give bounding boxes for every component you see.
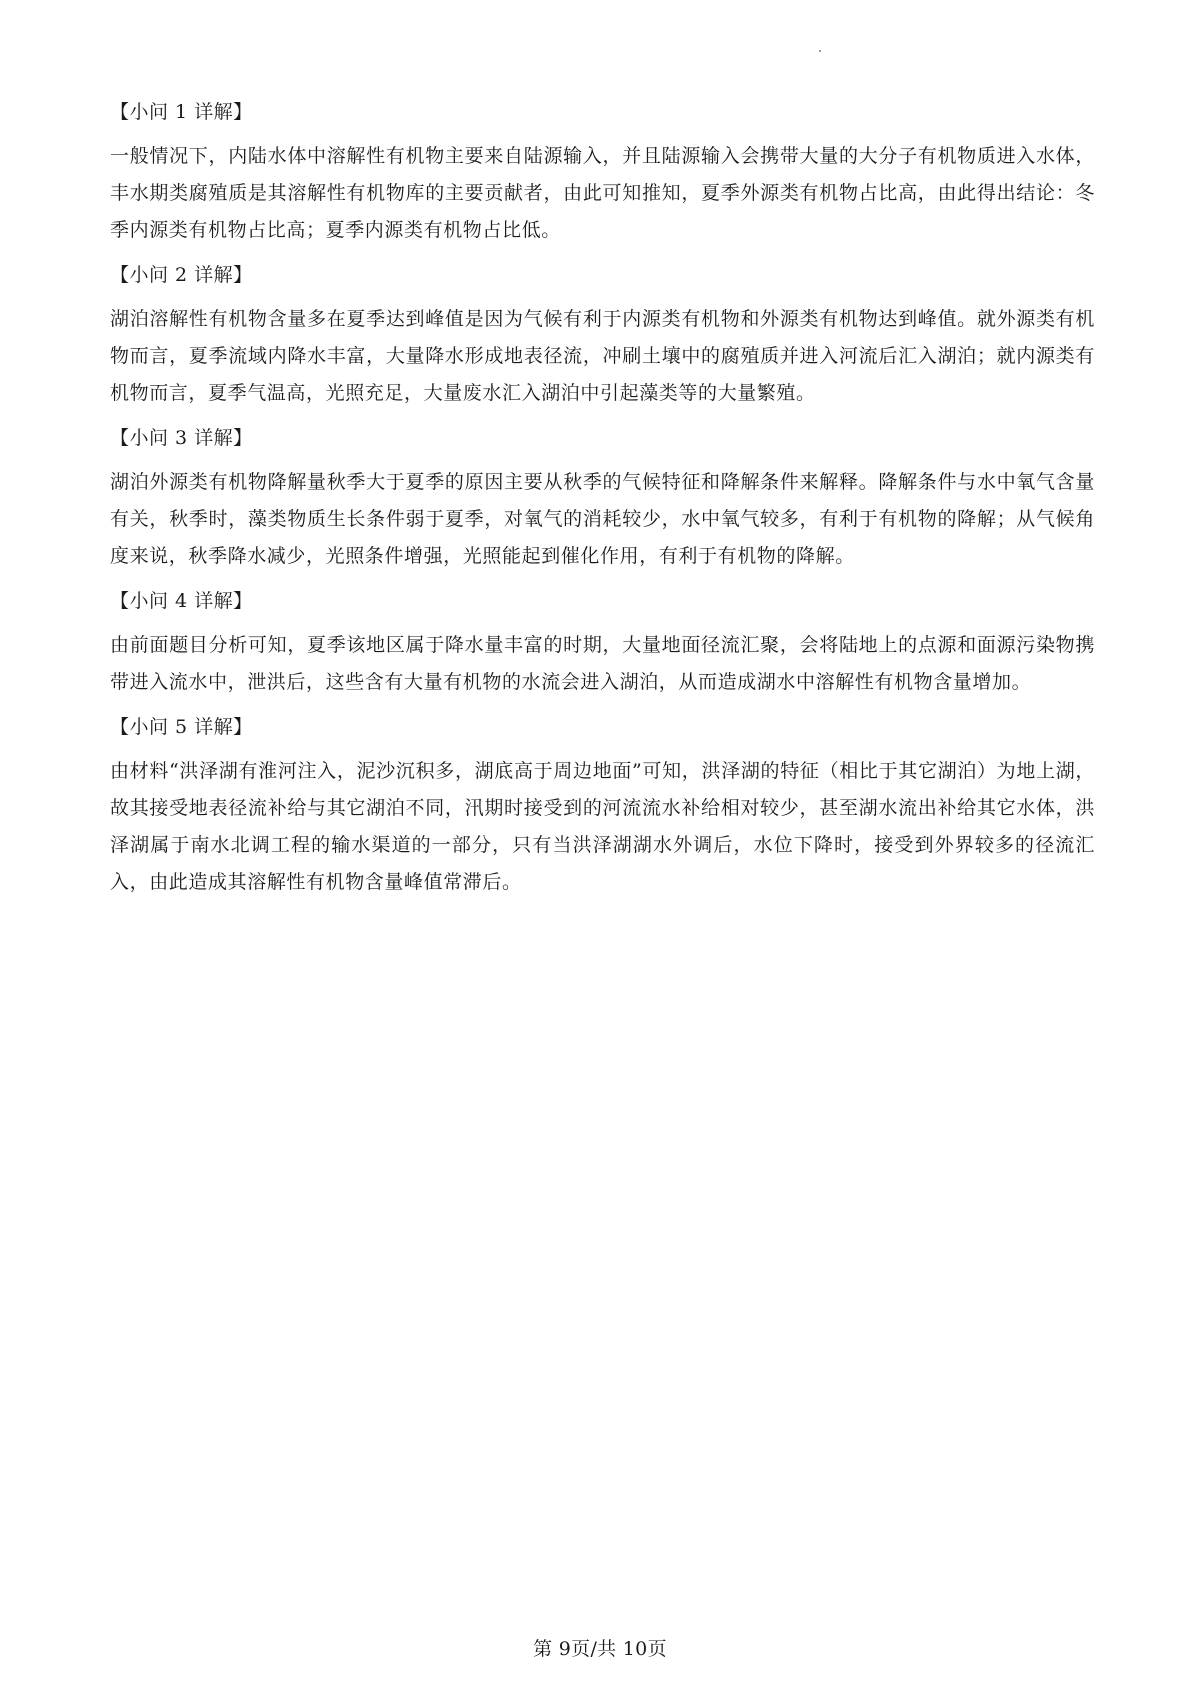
section-heading: 【小问 5 详解】 [110, 716, 253, 738]
section-body: 由材料“洪泽湖有淮河注入，泥沙沉积多，湖底高于周边地面”可知，洪泽湖的特征（相比于其它湖泊）为地上湖，故其接受地表径流补给与其它湖泊不同，汛期时接受到的河流流水补给相对较少，甚至湖水流出补给其它水体，洪泽湖属于南水北调工程的输水渠道的一部分，只有当洪泽湖湖水外调后，水位下降时，接受到外界较多的径流汇入，由此造成其溶解性有机物含量峰值常滞后。 [110, 760, 1095, 893]
section-heading: 【小问 3 详解】 [110, 427, 253, 449]
scan-dot [819, 50, 821, 52]
section-body: 湖泊溶解性有机物含量多在夏季达到峰值是因为气候有利于内源类有机物和外源类有机物达到峰值。就外源类有机物而言，夏季流域内降水丰富，大量降水形成地表径流，冲刷土壤中的腐殖质并进入河流后汇入湖泊；就内源类有机物而言，夏季气温高，光照充足，大量废水汇入湖泊中引起藻类等的大量繁殖。 [110, 308, 1095, 404]
section-q5 [110, 713, 1095, 901]
section-heading: 【小问 4 详解】 [110, 590, 253, 612]
page-number-footer: 第 9页/共 10页 [533, 1638, 667, 1660]
section-q2 [110, 261, 1095, 412]
section-q4 [110, 587, 1095, 701]
section-body: 一般情况下，内陆水体中溶解性有机物主要来自陆源输入，并且陆源输入会携带大量的大分子有机物质进入水体，丰水期类腐殖质是其溶解性有机物库的主要贡献者，由此可知推知，夏季外源类有机物占比高，由此得出结论：冬季内源类有机物占比高；夏季内源类有机物占比低。 [110, 145, 1095, 241]
answer-content [110, 98, 1095, 913]
section-q3 [110, 424, 1095, 575]
section-heading: 【小问 2 详解】 [110, 264, 253, 286]
section-body: 由前面题目分析可知，夏季该地区属于降水量丰富的时期，大量地面径流汇聚，会将陆地上的点源和面源污染物携带进入流水中，泄洪后，这些含有大量有机物的水流会进入湖泊，从而造成湖水中溶解性有机物含量增加。 [110, 634, 1095, 693]
section-body: 湖泊外源类有机物降解量秋季大于夏季的原因主要从秋季的气候特征和降解条件来解释。降解条件与水中氧气含量有关，秋季时，藻类物质生长条件弱于夏季，对氧气的消耗较少，水中氧气较多，有利于有机物的降解；从气候角度来说，秋季降水减少，光照条件增强，光照能起到催化作用，有利于有机物的降解。 [110, 471, 1095, 567]
section-heading: 【小问 1 详解】 [110, 101, 253, 123]
section-q1 [110, 98, 1095, 249]
